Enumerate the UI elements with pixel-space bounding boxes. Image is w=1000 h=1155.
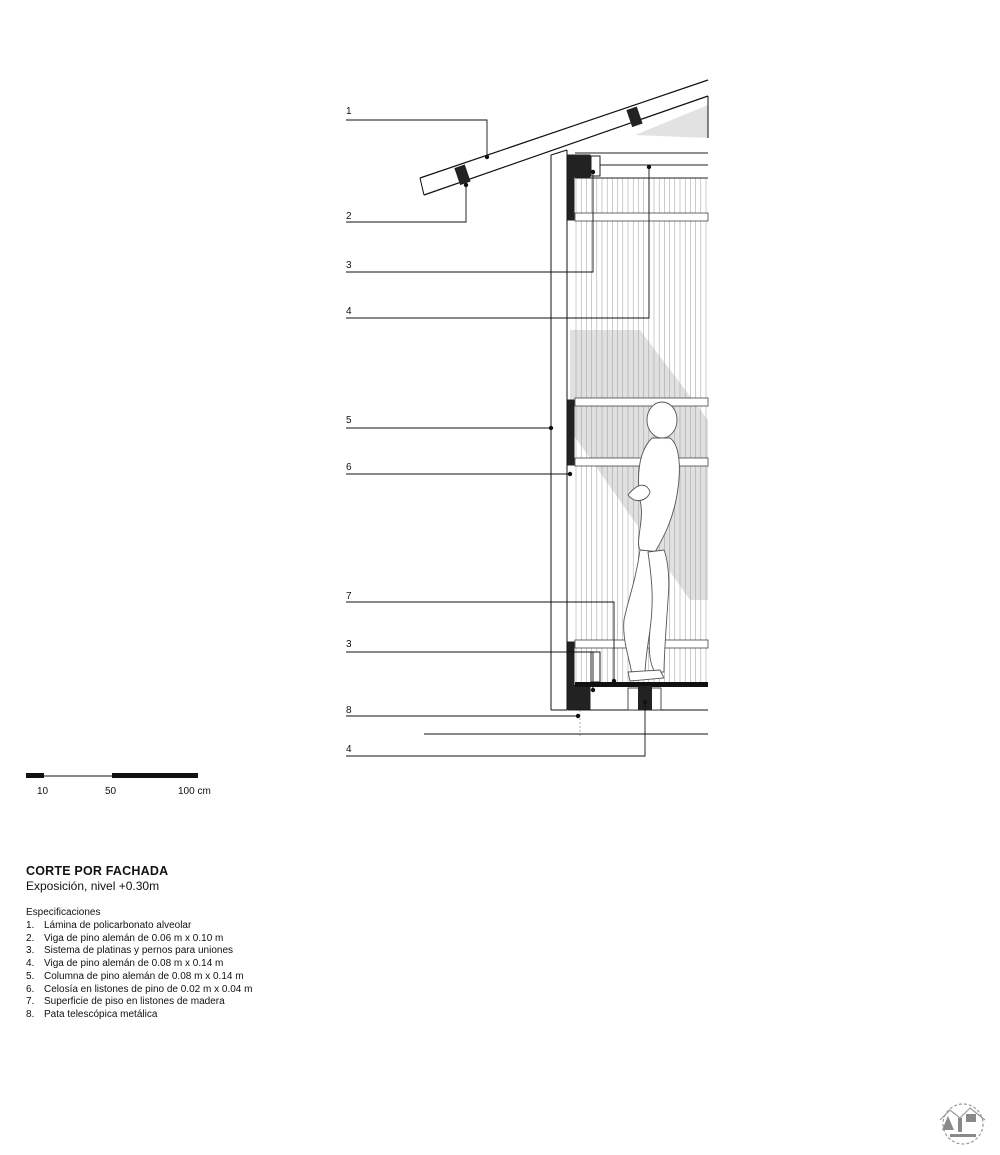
spec-text: Viga de pino alemán de 0.08 m x 0.14 m	[44, 958, 224, 970]
roof-beams	[454, 107, 642, 186]
spec-item	[26, 971, 252, 984]
archdaily-watermark-logo	[930, 1090, 996, 1150]
drawing-subtitle: Exposición, nivel +0.30m	[26, 879, 160, 893]
spec-text: Pata telescópica metálica	[44, 1008, 158, 1020]
callout-5: 5	[346, 415, 352, 426]
spec-num: 6.	[26, 983, 35, 995]
spec-text: Viga de pino alemán de 0.06 m x 0.10 m	[44, 932, 224, 944]
spec-item	[26, 958, 252, 971]
callout-7: 7	[346, 591, 352, 602]
scale-label-50: 50	[105, 786, 117, 797]
spec-num: 4.	[26, 958, 35, 970]
callout-4b: 4	[346, 744, 352, 755]
spec-num: 3.	[26, 945, 35, 957]
callout-2: 2	[346, 211, 352, 222]
spec-item	[26, 920, 252, 933]
spec-item	[26, 945, 252, 958]
spec-item	[26, 984, 252, 997]
spec-item	[26, 1009, 252, 1022]
scale-label-10: 10	[37, 786, 49, 797]
specs-list	[26, 920, 252, 1022]
roof-shadow	[635, 105, 708, 138]
spec-num: 7.	[26, 996, 35, 1008]
spec-num: 1.	[26, 920, 35, 931]
callout-8: 8	[346, 705, 352, 716]
callout-3: 3	[346, 260, 352, 271]
callout-3b: 3	[346, 639, 352, 650]
spec-text: Lámina de policarbonato alveolar	[44, 920, 192, 931]
spec-text: Superficie de piso en listones de madera	[44, 996, 225, 1008]
drawing-title: CORTE POR FACHADA	[26, 864, 169, 878]
spec-text: Celosía en listones de pino de 0.02 m x 0.04 m	[44, 983, 253, 995]
spec-item	[26, 996, 252, 1009]
spec-num: 2.	[26, 932, 35, 944]
scale-bar	[26, 773, 198, 778]
callout-4: 4	[346, 306, 352, 317]
callout-1: 1	[346, 106, 352, 117]
spec-item	[26, 933, 252, 946]
spec-num: 5.	[26, 970, 35, 982]
spec-text: Sistema de platinas y pernos para uniones	[44, 945, 234, 957]
spec-num: 8.	[26, 1008, 35, 1020]
column	[551, 150, 567, 710]
specs-heading: Especificaciones	[26, 907, 101, 918]
callout-6: 6	[346, 462, 352, 473]
spec-text: Columna de pino alemán de 0.08 m x 0.14 m	[44, 970, 244, 982]
scale-label-100: 100 cm	[178, 786, 211, 797]
